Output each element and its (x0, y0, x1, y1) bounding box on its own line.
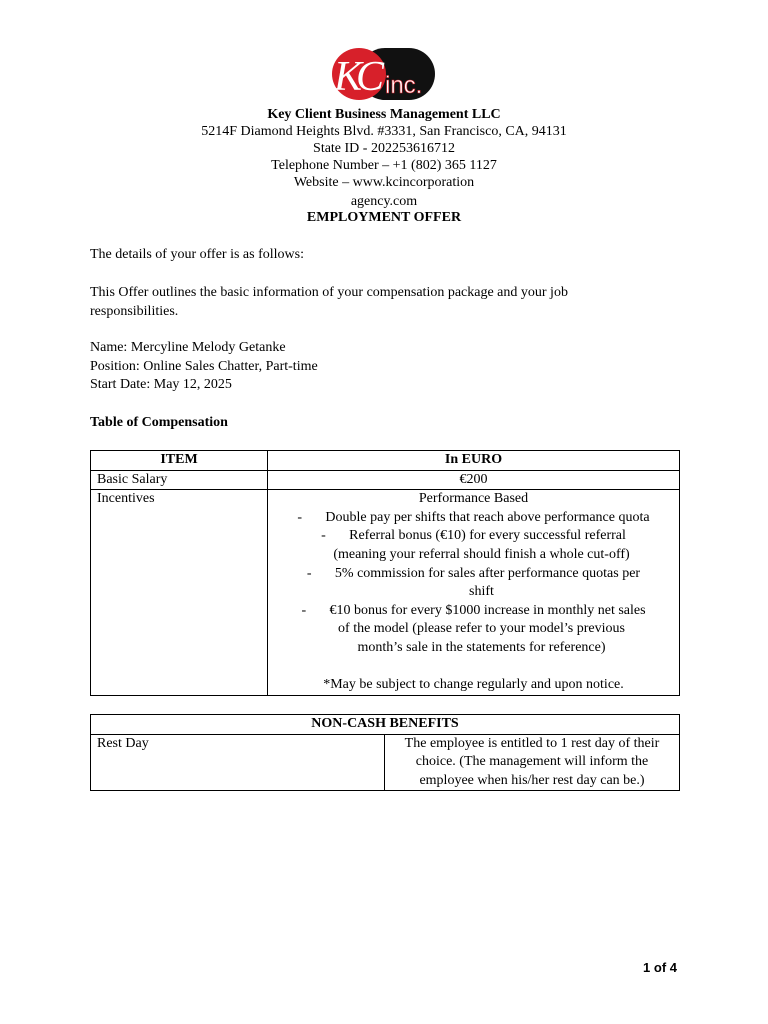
employee-name: Name: Mercyline Melody Getanke (90, 340, 286, 355)
non-cash-benefits-heading: NON-CASH BENEFITS (91, 715, 680, 735)
incentive-bullet-4-cont-2: month’s sale in the statements for reference) (357, 639, 606, 655)
incentive-bullet-3-cont: shift (469, 584, 494, 600)
incentive-bullet-2-text: Referral bonus (€10) for every successful referral (349, 528, 626, 544)
table-row (91, 490, 680, 696)
incentive-bullet-2: - Referral bonus (€10) for every successful referral (meaning your referral should finish a whole cut-off) (274, 527, 673, 564)
offer-outline-line-1: This Offer outlines the basic information of your compensation package and your job (90, 285, 568, 300)
company-logo (331, 46, 437, 102)
state-id: State ID - 202253616712 (313, 141, 455, 156)
incentive-bullet-4-text: €10 bonus for every $1000 increase in monthly net sales (329, 602, 646, 618)
rest-day-line-3: employee when his/her rest day can be.) (419, 772, 645, 788)
offer-outline (90, 284, 568, 321)
telephone: Telephone Number – +1 (802) 365 1127 (271, 158, 497, 173)
document-title: EMPLOYMENT OFFER (306, 210, 462, 225)
incentives-details (268, 490, 680, 696)
non-cash-benefits-table (90, 714, 680, 791)
employee-info (90, 339, 318, 395)
rest-day-line-2: choice. (The management will inform the (415, 754, 649, 770)
rest-day-label: Rest Day (91, 734, 385, 791)
incentives-note: *May be subject to change regularly and upon notice. (323, 677, 624, 693)
rest-day-line-1: The employee is entitled to 1 rest day of their (404, 735, 660, 751)
table-row (91, 470, 680, 490)
employee-start-date: Start Date: May 12, 2025 (90, 377, 232, 392)
website-line-2: agency.com (350, 194, 418, 209)
incentive-bullet-3: - 5% commission for sales after performance quotas per shift (274, 565, 673, 602)
website-line-1: Website – www.kcincorporation (293, 175, 475, 190)
table-header-row (91, 715, 680, 735)
incentive-bullet-1: - Double pay per shifts that reach above performance quota (297, 509, 650, 525)
basic-salary-label: Basic Salary (91, 470, 268, 490)
compensation-table (90, 450, 680, 696)
offer-details-intro: The details of your offer is as follows: (90, 247, 304, 262)
column-header-euro: In EURO (268, 451, 680, 471)
table-header-row (91, 451, 680, 471)
incentives-label: Incentives (91, 490, 268, 696)
incentives-title: Performance Based (418, 491, 529, 507)
compensation-heading: Table of Compensation (90, 415, 228, 430)
employee-position: Position: Online Sales Chatter, Part-time (90, 358, 318, 374)
incentive-bullet-1-text: Double pay per shifts that reach above performance quota (325, 509, 650, 525)
table-row (91, 734, 680, 791)
incentive-bullet-4-cont-1: of the model (please refer to your model’s previous (338, 621, 625, 637)
column-header-item: ITEM (91, 451, 268, 471)
incentive-bullet-3-text: 5% commission for sales after performance quotas per (334, 565, 641, 581)
rest-day-description (385, 734, 680, 791)
basic-salary-value: €200 (268, 470, 680, 490)
page-number: 1 of 4 (643, 960, 677, 975)
offer-outline-line-2: responsibilities. (90, 303, 179, 319)
company-name: Key Client Business Management LLC (267, 107, 501, 122)
company-address: 5214F Diamond Heights Blvd. #3331, San Francisco, CA, 94131 (201, 124, 567, 139)
incentive-bullet-4: - €10 bonus for every $1000 increase in monthly net sales of the model (please refer to your model’s previous month’s sale in the statements for reference) (274, 602, 673, 658)
svg-text:KC: KC (334, 54, 379, 100)
svg-text:inc.: inc. (385, 72, 423, 99)
incentive-bullet-2-cont: (meaning your referral should finish a whole cut-off) (333, 546, 630, 562)
